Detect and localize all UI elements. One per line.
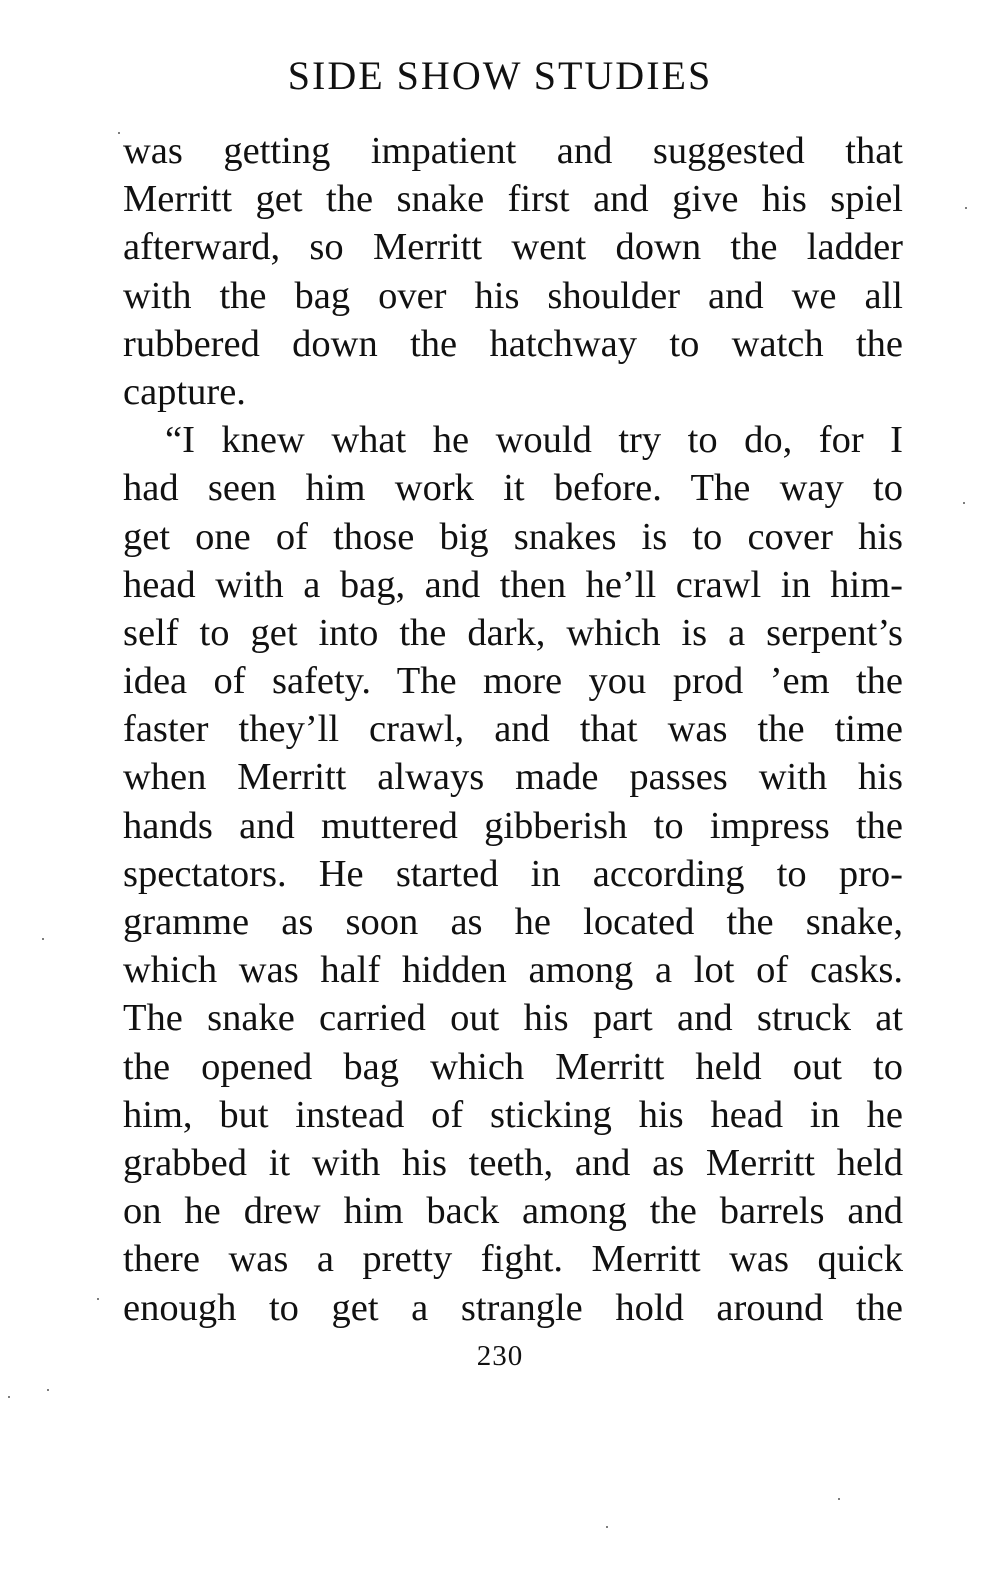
text-line: there was a pretty fight. Merritt was quick (123, 1238, 903, 1281)
scan-speck (47, 1389, 49, 1391)
text-line: the opened bag which Merritt held out to (123, 1045, 903, 1088)
text-line: gramme as soon as he located the snake, (123, 901, 903, 943)
text-line: was getting impatient and suggested that (123, 130, 903, 172)
text-line: “I knew what he would try to do, for I (165, 419, 903, 462)
body-text (123, 127, 903, 1332)
text-line: capture. (123, 370, 246, 413)
scan-speck (963, 502, 965, 504)
text-line: enough to get a strangle hold around the (123, 1286, 903, 1329)
text-line: idea of safety. The more you prod ’em the (123, 660, 903, 703)
page-number: 230 (476, 1340, 524, 1372)
text-line: Merritt get the snake first and give his spiel (123, 178, 903, 221)
text-line: afterward, so Merritt went down the ladder (123, 226, 903, 269)
text-line: rubbered down the hatchway to watch the (123, 322, 903, 365)
scan-speck (606, 1526, 608, 1528)
text-line: on he drew him back among the barrels and (123, 1190, 903, 1233)
scan-speck (8, 1396, 10, 1398)
text-line: which was half hidden among a lot of casks. (123, 949, 903, 992)
scan-speck (965, 207, 967, 209)
text-line: when Merritt always made passes with his (123, 756, 903, 799)
text-line: self to get into the dark, which is a serpent’s (123, 611, 903, 654)
text-line: hands and muttered gibberish to impress the (123, 804, 903, 847)
scan-speck (118, 132, 120, 134)
text-line: with the bag over his shoulder and we all (123, 274, 903, 317)
text-line: head with a bag, and then he’ll crawl in him- (123, 563, 903, 606)
text-line: The snake carried out his part and struck at (123, 997, 903, 1040)
text-line: had seen him work it before. The way to (123, 467, 903, 510)
scan-speck (97, 1298, 99, 1300)
text-line: him, but instead of sticking his head in he (123, 1093, 903, 1136)
text-line: faster they’ll crawl, and that was the time (123, 708, 903, 751)
text-line: get one of those big snakes is to cover his (123, 515, 903, 558)
text-line: spectators. He started in according to pro- (123, 852, 903, 895)
scan-speck (838, 1498, 840, 1500)
scan-speck (42, 938, 44, 940)
text-line: grabbed it with his teeth, and as Merritt held (123, 1141, 903, 1184)
running-head: SIDE SHOW STUDIES (287, 53, 713, 98)
